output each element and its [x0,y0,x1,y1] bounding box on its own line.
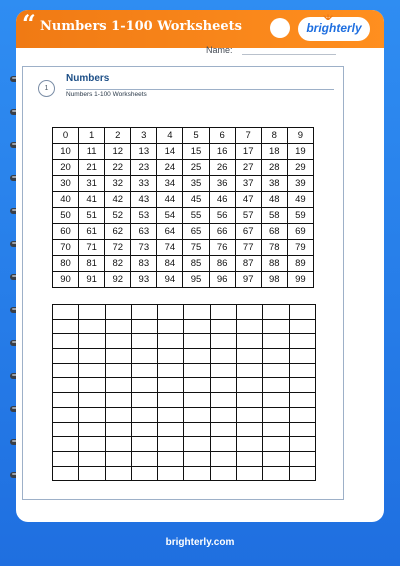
blank-cell[interactable] [53,305,79,320]
grid-cell: 49 [287,192,313,208]
blank-cell[interactable] [263,407,289,422]
grid-row [53,160,314,176]
grid-cell: 51 [79,208,105,224]
blank-cell[interactable] [263,437,289,452]
grid-cell: 26 [209,160,235,176]
blank-cell[interactable] [79,451,105,466]
blank-cell[interactable] [105,363,131,378]
blank-row [53,407,316,422]
blank-cell[interactable] [131,319,157,334]
blank-row [53,319,316,334]
grid-cell: 19 [287,144,313,160]
grid-cell: 97 [235,272,261,288]
grid-cell: 62 [105,224,131,240]
blank-cell[interactable] [79,363,105,378]
blank-cell[interactable] [184,451,210,466]
blank-cell[interactable] [184,319,210,334]
blank-row [53,437,316,452]
blank-cell[interactable] [184,363,210,378]
blank-cell[interactable] [237,319,263,334]
blank-cell[interactable] [79,378,105,393]
section-subtitle: Numbers 1-100 Worksheets [66,91,147,98]
blank-cell[interactable] [53,334,79,349]
blank-cell[interactable] [131,407,157,422]
blank-cell[interactable] [53,378,79,393]
blank-cell[interactable] [210,437,236,452]
worksheet-title: Numbers 1-100 Worksheets [40,19,242,34]
grid-cell: 48 [261,192,287,208]
blank-cell[interactable] [131,363,157,378]
blank-cell[interactable] [158,466,184,481]
grid-cell: 82 [105,256,131,272]
grid-cell: 63 [131,224,157,240]
grid-cell: 69 [287,224,313,240]
blank-cell[interactable] [289,319,315,334]
grid-cell: 93 [131,272,157,288]
blank-cell[interactable] [237,422,263,437]
blank-cell[interactable] [289,437,315,452]
grid-cell: 5 [183,128,209,144]
grid-cell: 14 [157,144,183,160]
blank-cell[interactable] [105,319,131,334]
blank-cell[interactable] [263,334,289,349]
blank-cell[interactable] [79,319,105,334]
grid-cell: 30 [53,176,79,192]
blank-cell[interactable] [263,319,289,334]
grid-cell: 78 [261,240,287,256]
blank-cell[interactable] [237,305,263,320]
grid-cell: 39 [287,176,313,192]
grid-row [53,208,314,224]
blank-cell[interactable] [184,334,210,349]
blank-cell[interactable] [289,334,315,349]
grid-cell: 4 [157,128,183,144]
blank-cell[interactable] [237,349,263,364]
grid-cell: 25 [183,160,209,176]
blank-row [53,349,316,364]
grid-cell: 29 [287,160,313,176]
grid-cell: 10 [53,144,79,160]
blank-cell[interactable] [289,422,315,437]
grid-cell: 59 [287,208,313,224]
blank-cell[interactable] [289,407,315,422]
blank-cell[interactable] [237,451,263,466]
grid-cell: 11 [79,144,105,160]
blank-cell[interactable] [53,422,79,437]
blank-cell[interactable] [210,305,236,320]
grid-cell: 98 [261,272,287,288]
blank-cell[interactable] [53,349,79,364]
grid-cell: 90 [53,272,79,288]
grid-cell: 18 [261,144,287,160]
grid-cell: 66 [209,224,235,240]
grid-cell: 85 [183,256,209,272]
grid-row [53,192,314,208]
grid-cell: 96 [209,272,235,288]
logo-text: brighterly [306,21,362,35]
blank-cell[interactable] [131,437,157,452]
blank-cell[interactable] [210,378,236,393]
grid-cell: 60 [53,224,79,240]
grid-row [53,240,314,256]
grid-row [53,128,314,144]
grid-cell: 13 [131,144,157,160]
blank-cell[interactable] [184,378,210,393]
blank-cell[interactable] [79,305,105,320]
worksheet-header [16,10,384,48]
grid-row [53,272,314,288]
blank-cell[interactable] [184,393,210,408]
blank-cell[interactable] [105,422,131,437]
grid-cell: 20 [53,160,79,176]
grid-cell: 23 [131,160,157,176]
section-divider [66,89,334,90]
grid-cell: 72 [105,240,131,256]
blank-cell[interactable] [131,349,157,364]
grid-cell: 89 [287,256,313,272]
grid-cell: 44 [157,192,183,208]
grid-cell: 15 [183,144,209,160]
grid-cell: 74 [157,240,183,256]
blank-cell[interactable] [237,466,263,481]
blank-cell[interactable] [210,407,236,422]
blank-cell[interactable] [53,363,79,378]
grid-cell: 73 [131,240,157,256]
quote-mark-icon: “ [22,10,36,38]
blank-cell[interactable] [210,393,236,408]
grid-cell: 8 [261,128,287,144]
blank-cell[interactable] [237,378,263,393]
name-input-line[interactable] [242,54,336,55]
grid-cell: 57 [235,208,261,224]
blank-cell[interactable] [289,363,315,378]
grid-cell: 0 [53,128,79,144]
blank-practice-grid [52,304,316,481]
blank-cell[interactable] [105,407,131,422]
blank-cell[interactable] [263,305,289,320]
grid-cell: 9 [287,128,313,144]
grid-cell: 61 [79,224,105,240]
blank-cell[interactable] [263,451,289,466]
grid-cell: 84 [157,256,183,272]
blank-cell[interactable] [289,466,315,481]
blank-cell[interactable] [131,334,157,349]
blank-cell[interactable] [131,422,157,437]
grid-cell: 12 [105,144,131,160]
grid-cell: 83 [131,256,157,272]
blank-cell[interactable] [210,466,236,481]
grid-cell: 40 [53,192,79,208]
blank-cell[interactable] [210,319,236,334]
grid-cell: 94 [157,272,183,288]
grid-cell: 52 [105,208,131,224]
grid-cell: 71 [79,240,105,256]
blank-cell[interactable] [237,407,263,422]
grid-cell: 87 [235,256,261,272]
blank-cell[interactable] [105,451,131,466]
grid-cell: 79 [287,240,313,256]
grid-row [53,176,314,192]
blank-cell[interactable] [105,349,131,364]
blank-cell[interactable] [53,407,79,422]
grid-cell: 43 [131,192,157,208]
blank-cell[interactable] [79,393,105,408]
blank-cell[interactable] [263,422,289,437]
blank-row [53,363,316,378]
grid-cell: 6 [209,128,235,144]
grid-cell: 42 [105,192,131,208]
blank-cell[interactable] [53,393,79,408]
blank-cell[interactable] [184,466,210,481]
grid-cell: 99 [287,272,313,288]
grid-cell: 21 [79,160,105,176]
blank-row [53,378,316,393]
blank-cell[interactable] [158,378,184,393]
blank-cell[interactable] [184,349,210,364]
blank-cell[interactable] [105,305,131,320]
spark-icon [322,14,334,20]
blank-cell[interactable] [158,334,184,349]
blank-cell[interactable] [105,437,131,452]
blank-row [53,305,316,320]
blank-cell[interactable] [105,334,131,349]
grid-row [53,144,314,160]
blank-cell[interactable] [158,349,184,364]
grid-cell: 16 [209,144,235,160]
grid-row [53,224,314,240]
blank-cell[interactable] [105,378,131,393]
blank-cell[interactable] [79,407,105,422]
grid-cell: 68 [261,224,287,240]
blank-cell[interactable] [184,422,210,437]
blank-cell[interactable] [237,363,263,378]
blank-cell[interactable] [237,334,263,349]
grid-cell: 33 [131,176,157,192]
grid-row [53,256,314,272]
blank-cell[interactable] [53,319,79,334]
blank-cell[interactable] [158,363,184,378]
grid-cell: 45 [183,192,209,208]
grid-cell: 53 [131,208,157,224]
blank-cell[interactable] [131,451,157,466]
blank-cell[interactable] [158,393,184,408]
blank-cell[interactable] [79,349,105,364]
grid-cell: 67 [235,224,261,240]
grid-cell: 50 [53,208,79,224]
blank-cell[interactable] [210,451,236,466]
blank-cell[interactable] [210,334,236,349]
grid-cell: 24 [157,160,183,176]
grid-cell: 95 [183,272,209,288]
grid-cell: 86 [209,256,235,272]
blank-cell[interactable] [263,466,289,481]
grid-cell: 32 [105,176,131,192]
grid-cell: 76 [209,240,235,256]
grid-cell: 91 [79,272,105,288]
blank-cell[interactable] [79,334,105,349]
grid-cell: 58 [261,208,287,224]
grid-cell: 3 [131,128,157,144]
blank-cell[interactable] [131,466,157,481]
blank-cell[interactable] [79,466,105,481]
blank-cell[interactable] [131,305,157,320]
blank-cell[interactable] [237,437,263,452]
blank-cell[interactable] [263,363,289,378]
blank-cell[interactable] [53,437,79,452]
grid-cell: 55 [183,208,209,224]
grid-cell: 38 [261,176,287,192]
blank-cell[interactable] [105,466,131,481]
grid-cell: 35 [183,176,209,192]
grid-cell: 28 [261,160,287,176]
grid-cell: 31 [79,176,105,192]
blank-row [53,451,316,466]
blank-cell[interactable] [79,422,105,437]
section-number: 1 [38,80,55,97]
blank-cell[interactable] [184,305,210,320]
grid-cell: 92 [105,272,131,288]
hundred-chart [52,127,314,288]
grid-cell: 1 [79,128,105,144]
brighterly-logo[interactable] [298,17,370,41]
grid-cell: 37 [235,176,261,192]
blank-cell[interactable] [158,407,184,422]
blank-row [53,422,316,437]
blank-cell[interactable] [184,437,210,452]
blank-cell[interactable] [263,349,289,364]
grid-cell: 2 [105,128,131,144]
blank-cell[interactable] [158,451,184,466]
blank-cell[interactable] [210,363,236,378]
grid-cell: 22 [105,160,131,176]
blank-cell[interactable] [53,451,79,466]
blank-cell[interactable] [158,437,184,452]
circle-decoration-icon [270,18,290,38]
blank-cell[interactable] [158,319,184,334]
grid-cell: 75 [183,240,209,256]
blank-cell[interactable] [53,466,79,481]
blank-cell[interactable] [263,393,289,408]
grid-cell: 7 [235,128,261,144]
grid-cell: 65 [183,224,209,240]
blank-row [53,334,316,349]
grid-cell: 41 [79,192,105,208]
grid-cell: 81 [79,256,105,272]
blank-cell[interactable] [210,349,236,364]
blank-cell[interactable] [105,393,131,408]
blank-cell[interactable] [289,349,315,364]
grid-cell: 64 [157,224,183,240]
blank-cell[interactable] [263,378,289,393]
grid-cell: 47 [235,192,261,208]
grid-cell: 27 [235,160,261,176]
blank-cell[interactable] [79,437,105,452]
blank-cell[interactable] [131,378,157,393]
grid-cell: 77 [235,240,261,256]
grid-cell: 88 [261,256,287,272]
grid-cell: 70 [53,240,79,256]
blank-cell[interactable] [158,305,184,320]
grid-cell: 54 [157,208,183,224]
blank-cell[interactable] [184,407,210,422]
footer-url[interactable]: brighterly.com [165,537,235,548]
name-label: Name: [206,45,233,55]
grid-cell: 36 [209,176,235,192]
grid-cell: 46 [209,192,235,208]
grid-cell: 17 [235,144,261,160]
blank-cell[interactable] [289,451,315,466]
grid-cell: 56 [209,208,235,224]
grid-cell: 80 [53,256,79,272]
blank-row [53,393,316,408]
blank-cell[interactable] [289,305,315,320]
blank-cell[interactable] [289,378,315,393]
section-title: Numbers [66,73,110,84]
blank-row [53,466,316,481]
blank-cell[interactable] [289,393,315,408]
blank-cell[interactable] [131,393,157,408]
blank-cell[interactable] [210,422,236,437]
grid-cell: 34 [157,176,183,192]
blank-cell[interactable] [158,422,184,437]
blank-cell[interactable] [237,393,263,408]
